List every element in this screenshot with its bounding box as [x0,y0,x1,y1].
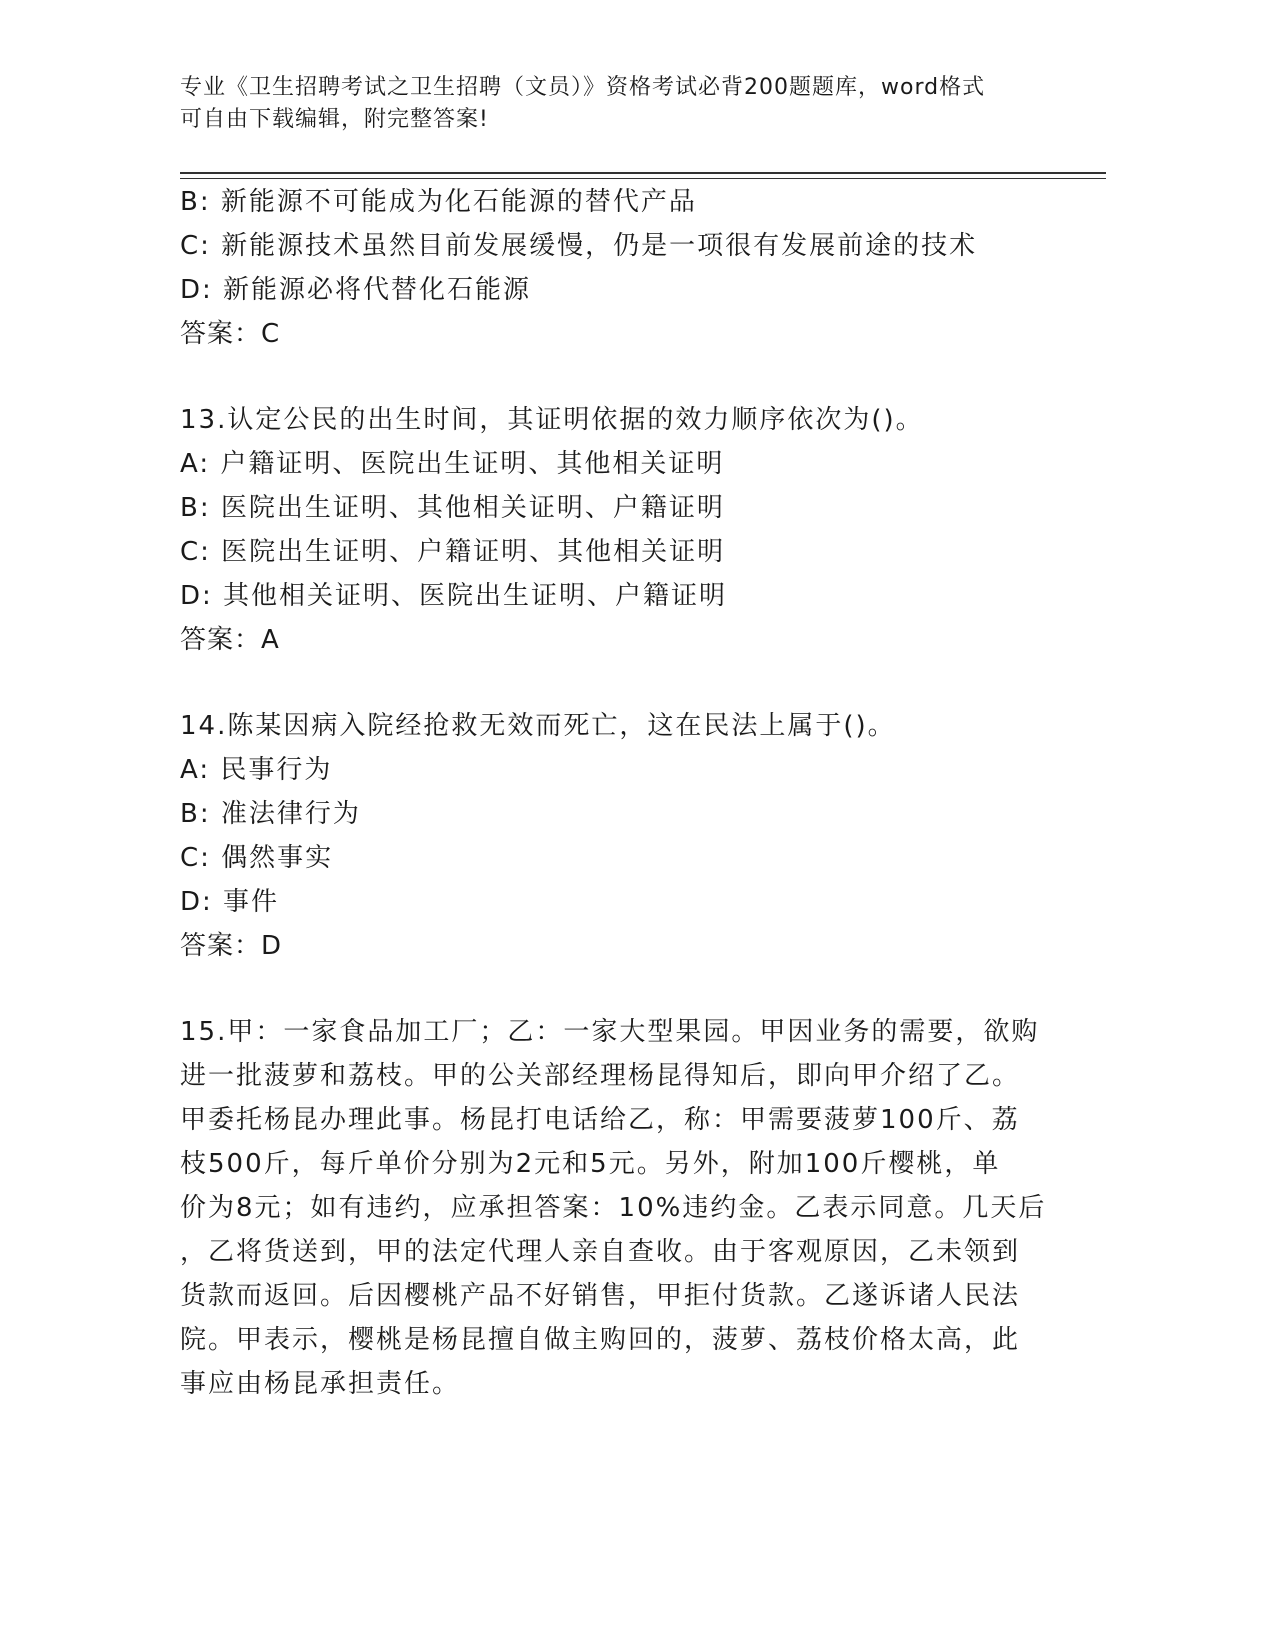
q14-option-c: C: 偶然事实 [180,843,334,873]
question-15-text [180,1010,1047,1406]
q13-option-d: D: 其他相关证明、医院出生证明、户籍证明 [180,581,728,611]
document-header [180,72,1040,136]
q14-title: 14.陈某因病入院经抢救无效而死亡，这在民法上属于()。 [180,711,896,741]
q14-option-a: A: 民事行为 [180,755,333,785]
q14-answer: 答案：D [180,931,283,961]
q15-line: 价为8元；如有违约，应承担答案：10%违约金。乙表示同意。几天后 [180,1193,1047,1223]
q13-option-a: A: 户籍证明、医院出生证明、其他相关证明 [180,449,725,479]
q15-line: 15.甲：一家食品加工厂；乙：一家大型果园。甲因业务的需要，欲购 [180,1017,1040,1047]
q13-option-c: C: 医院出生证明、户籍证明、其他相关证明 [180,537,726,567]
document-body [180,180,1047,1406]
spacer [180,662,1040,704]
q15-line: 事应由杨昆承担责任。 [180,1369,461,1399]
header-line-1: 专业《卫生招聘考试之卫生招聘（文员）》资格考试必背200题题库，word格式 [180,75,986,100]
q15-line: 枝500斤，每斤单价分别为2元和5元。另外，附加100斤樱桃，单 [180,1149,1001,1179]
q13-answer: 答案：A [180,625,280,655]
question-13 [180,398,1040,662]
q13-title: 13.认定公民的出生时间，其证明依据的效力顺序依次为()。 [180,405,924,435]
q12-option-c: C: 新能源技术虽然目前发展缓慢，仍是一项很有发展前途的技术 [180,231,978,261]
header-line-2: 可自由下载编辑，附完整答案! [180,107,489,132]
question-12-options [180,180,1040,356]
q12-option-b: B: 新能源不可能成为化石能源的替代产品 [180,187,697,217]
q12-option-d: D: 新能源必将代替化石能源 [180,275,532,305]
q13-option-b: B: 医院出生证明、其他相关证明、户籍证明 [180,493,725,523]
spacer [180,356,1040,398]
q15-line: 货款而返回。后因樱桃产品不好销售，甲拒付货款。乙遂诉诸人民法 [180,1281,1021,1311]
header-divider-thin [180,178,1106,179]
header-divider-thick [180,172,1106,174]
spacer [180,968,1040,1010]
q15-line: 院。甲表示，樱桃是杨昆擅自做主购回的，菠萝、荔枝价格太高，此 [180,1325,1021,1355]
q15-line: 进一批菠萝和荔枝。甲的公关部经理杨昆得知后，即向甲介绍了乙。 [180,1061,1021,1091]
q12-answer: 答案：C [180,319,281,349]
question-14 [180,704,1040,968]
q15-line: ，乙将货送到，甲的法定代理人亲自查收。由于客观原因，乙未领到 [180,1237,1021,1267]
q14-option-b: B: 准法律行为 [180,799,361,829]
q14-option-d: D: 事件 [180,887,280,917]
q15-line: 甲委托杨昆办理此事。杨昆打电话给乙，称：甲需要菠萝100斤、荔 [180,1105,1020,1135]
